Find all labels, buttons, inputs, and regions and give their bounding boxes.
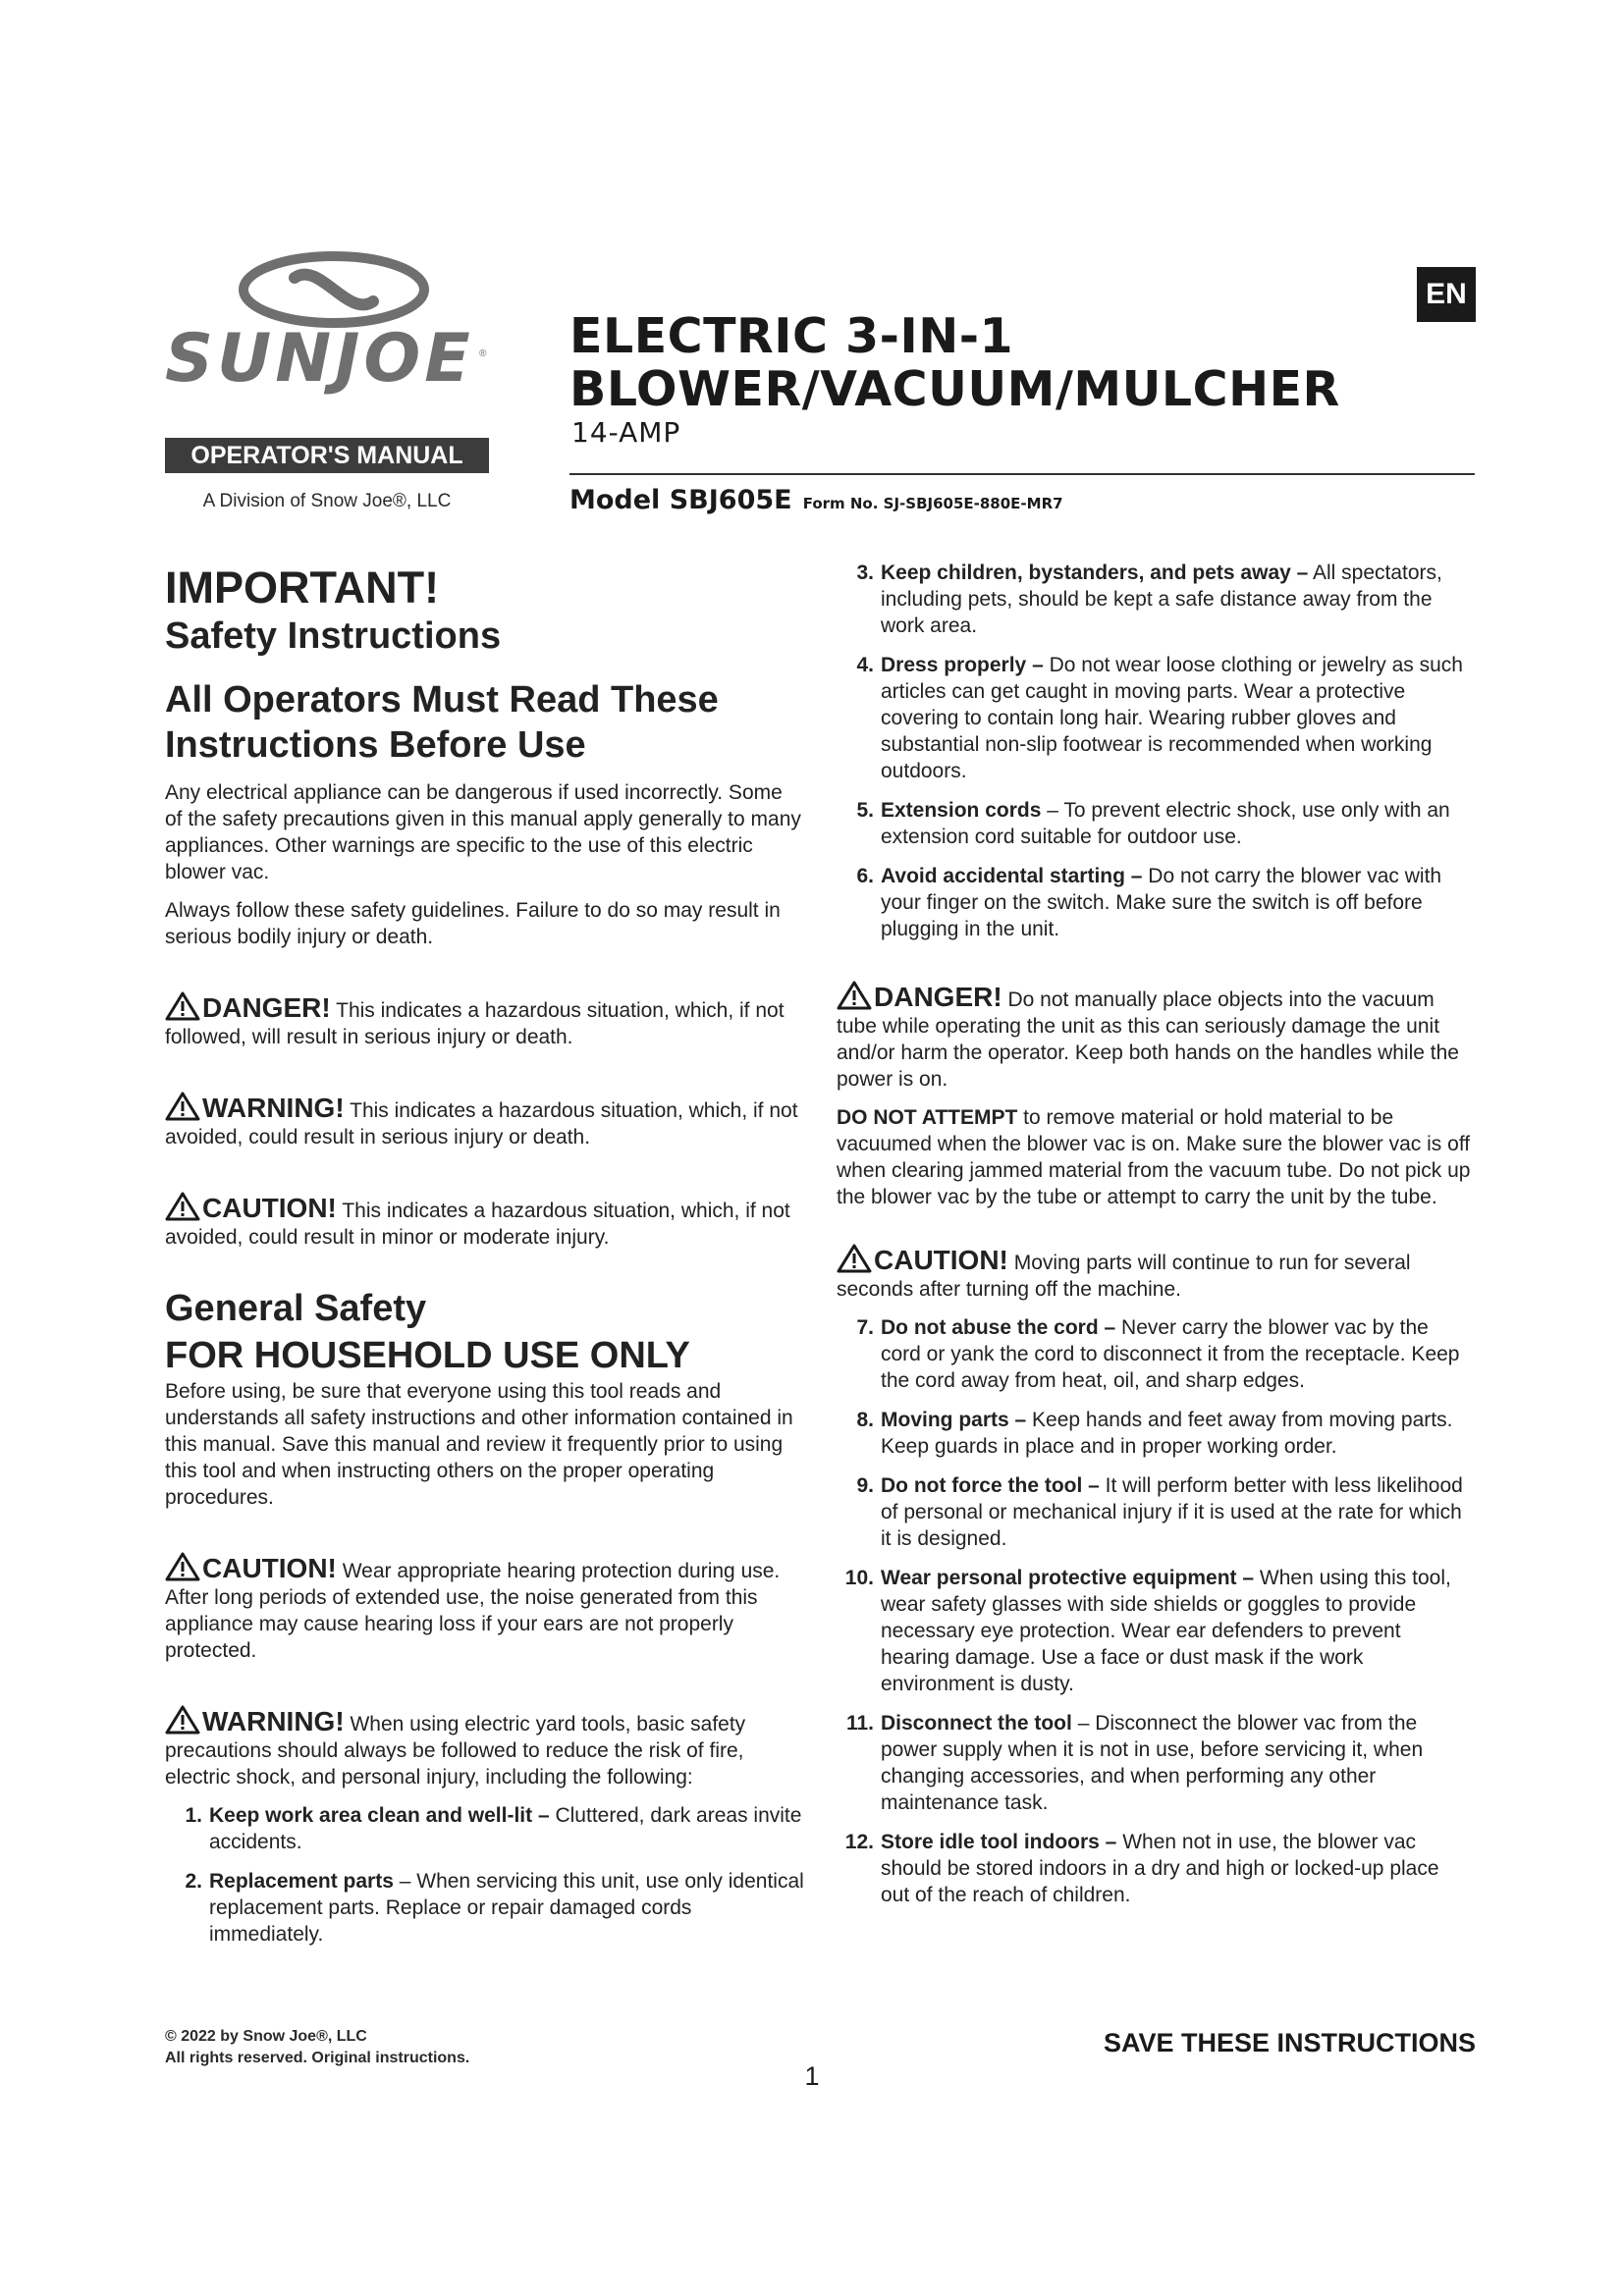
safety-list-left [165, 1802, 805, 1948]
do-not-attempt-paragraph [837, 1104, 1473, 1210]
safety-instructions-heading: Safety Instructions [165, 615, 502, 657]
list-item: 4. Dress properly – Do not wear loose clothing or jewelry as such articles can get caught in moving parts. Wear a protective covering to contain long hair. Wearing rubber gloves and substantial non-slip footwear is recommended when working outdoors. [856, 654, 1463, 782]
safety-list-right-b [837, 1314, 1473, 1908]
list-item: 5. Extension cords – To prevent electric shock, use only with an extension cord suitable for outdoor use. [856, 799, 1450, 848]
danger-label: DANGER! [874, 982, 1002, 1012]
do-not-attempt-text: to remove material or hold material to be vacuumed when the blower vac is on. Make sure the blower vac is off when clearing jammed material from the vacuum tube. Do not pick up the blower vac by the tube or attempt to carry the unit by the tube. [837, 1106, 1471, 1208]
model-number: Model SBJ605E [569, 485, 792, 515]
language-badge: EN [1417, 267, 1476, 322]
list-item: 11. Disconnect the tool – Disconnect the blower vac from the power supply when it is not in use, before servicing it, when changing accessories, and when performing any other maintenance task. [845, 1712, 1424, 1814]
warning-text: This indicates a hazardous situation, which, if not avoided, could result in serious injury or death. [165, 1099, 798, 1148]
moving-parts-caution-text: Moving parts will continue to run for several seconds after turning off the machine. [837, 1252, 1411, 1301]
header-divider [569, 473, 1475, 475]
hearing-caution [165, 1552, 805, 1664]
important-heading: IMPORTANT! [165, 562, 440, 613]
rights-line: All rights reserved. Original instructions. [165, 2050, 470, 2066]
do-not-attempt-lead: DO NOT ATTEMPT [837, 1106, 1018, 1129]
operators-manual-label: OPERATOR'S MANUAL [165, 438, 489, 473]
yard-tools-warning-text: When using electric yard tools, basic safety precautions should always be followed to reduce the risk of fire, electric shock, and personal injury, including the following: [165, 1713, 746, 1789]
caution-definition [165, 1192, 805, 1251]
warning-triangle-icon [165, 1092, 200, 1121]
warning-triangle-icon [165, 1552, 200, 1581]
list-item: 3. Keep children, bystanders, and pets away – All spectators, including pets, should be kept a safe distance away from the work area. [856, 561, 1442, 637]
division-text: A Division of Snow Joe®, LLC [202, 491, 452, 511]
brand-logo-mark [165, 250, 489, 329]
warning-label: WARNING! [202, 1706, 345, 1736]
save-instructions: SAVE THESE INSTRUCTIONS [1103, 2028, 1476, 2057]
model-line [569, 485, 1063, 515]
safety-list-right-a [837, 560, 1473, 942]
danger-definition [165, 991, 805, 1050]
household-use-heading: FOR HOUSEHOLD USE ONLY [165, 1335, 690, 1376]
danger-label: DANGER! [202, 992, 331, 1023]
intro-paragraph-1: Any electrical appliance can be dangerous if used incorrectly. Some of the safety precautions given in this manual apply generally to many appliances. Other warnings are specific to the use of this electric blower vac. [165, 781, 801, 883]
warning-definition [165, 1092, 805, 1150]
form-number: Form No. SJ-SBJ605E-880E-MR7 [802, 495, 1063, 512]
list-item: 9. Do not force the tool – It will perform better with less likelihood of personal or mechanical injury if it is used at the rate for which it is designed. [856, 1474, 1463, 1550]
brand-logo-text: SUNJOE [165, 320, 474, 398]
list-item: 8. Moving parts – Keep hands and feet away from moving parts. Keep guards in place and in proper working order. [856, 1409, 1453, 1458]
warning-triangle-icon [165, 1705, 200, 1735]
product-title-line-1: ELECTRIC 3-IN-1 [569, 308, 1014, 364]
product-subtitle: 14-AMP [571, 416, 681, 449]
hearing-caution-text: Wear appropriate hearing protection during use. After long periods of extended use, the noise generated from this appliance may cause hearing loss if your ears are not properly protected. [165, 1560, 781, 1662]
list-item: 12. Store idle tool indoors – When not in use, the blower vac should be stored indoors in a dry and high or locked-up place out of the reach of children. [844, 1831, 1439, 1906]
warning-triangle-icon [165, 991, 200, 1021]
list-item: 6. Avoid accidental starting – Do not carry the blower vac with your finger on the switch. Make sure the switch is off before plugging in the unit. [856, 865, 1442, 940]
left-column [165, 561, 805, 1960]
all-operators-heading: All Operators Must Read These Instructions Before Use [165, 679, 719, 766]
list-item: 7. Do not abuse the cord – Never carry the blower vac by the cord or yank the cord to disconnect it from the receptacle. Keep the cord away from heat, oil, and sharp edges. [856, 1316, 1460, 1392]
warning-triangle-icon [837, 1244, 872, 1273]
list-item: 1. Keep work area clean and well-lit – Cluttered, dark areas invite accidents. [185, 1804, 802, 1853]
caution-text: This indicates a hazardous situation, which, if not avoided, could result in minor or moderate injury. [165, 1200, 790, 1249]
copyright-block [165, 2026, 469, 2069]
list-item: 2. Replacement parts – When servicing this unit, use only identical replacement parts. Replace or repair damaged cords immediately. [185, 1870, 804, 1946]
intro-paragraph-2: Always follow these safety guidelines. Failure to do so may result in serious bodily injury or death. [165, 899, 781, 948]
general-safety-heading: General Safety [165, 1288, 427, 1329]
right-column [837, 560, 1473, 1921]
warning-triangle-icon [165, 1192, 200, 1221]
product-title [569, 310, 1340, 416]
vacuum-tube-danger [837, 981, 1473, 1093]
caution-label: CAUTION! [202, 1553, 337, 1583]
vacuum-tube-danger-text: Do not manually place objects into the vacuum tube while operating the unit as this can seriously damage the unit and/or harm the operator. Keep both hands on the handles while the power is on. [837, 988, 1459, 1091]
caution-label: CAUTION! [202, 1193, 337, 1223]
page-number: 1 [804, 2061, 820, 2091]
yard-tools-warning [165, 1705, 805, 1790]
warning-label: WARNING! [202, 1093, 345, 1123]
household-paragraph: Before using, be sure that everyone using this tool reads and understands all safety instructions and other information contained in this manual. Save this manual and review it frequently prior to using this tool and when instructing others on the proper operating procedures. [165, 1380, 793, 1509]
product-title-line-2: BLOWER/VACUUM/MULCHER [569, 361, 1340, 417]
warning-triangle-icon [837, 981, 872, 1010]
copyright-line: © 2022 by Snow Joe®, LLC [165, 2028, 367, 2045]
brand-registered-mark: ® [479, 348, 487, 359]
moving-parts-caution [837, 1244, 1473, 1303]
list-item: 10. Wear personal protective equipment – When using this tool, wear safety glasses with side shields or goggles to provide necessary eye protection. Wear ear defenders to prevent hearing damage. Use a face or dust mask if the work environment is dusty. [844, 1567, 1451, 1695]
danger-text: This indicates a hazardous situation, which, if not followed, will result in serious injury or death. [165, 999, 785, 1048]
caution-label: CAUTION! [874, 1245, 1008, 1275]
